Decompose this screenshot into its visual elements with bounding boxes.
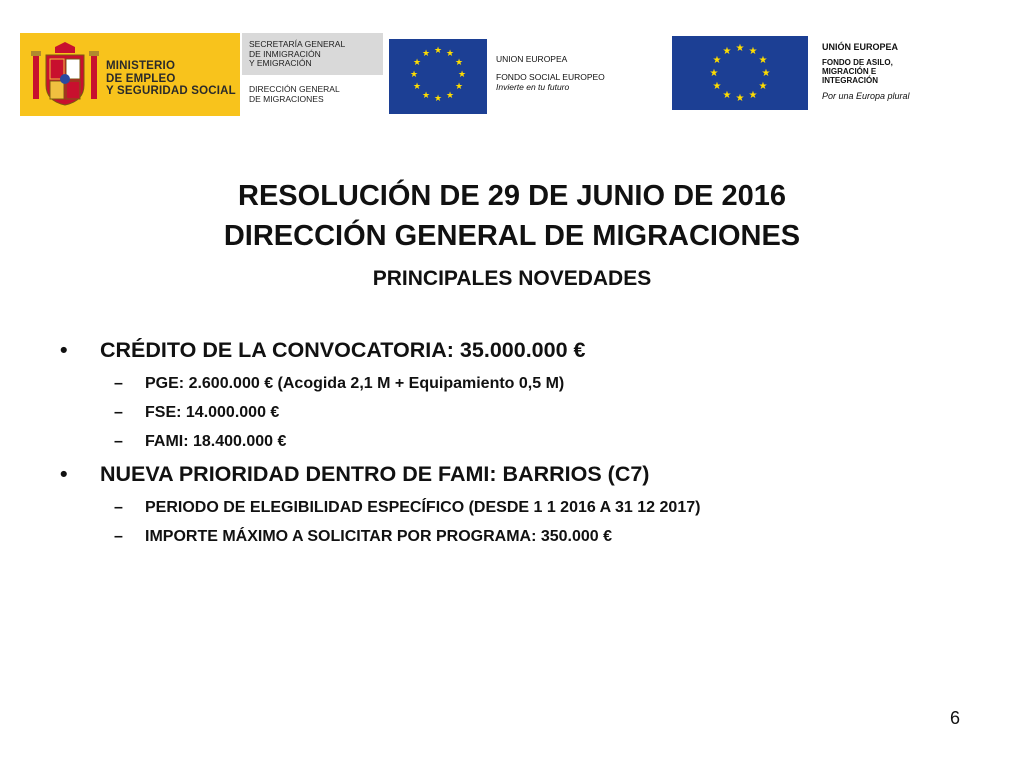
svg-text:★: ★ — [712, 81, 722, 92]
direccion-name: DIRECCIÓN GENERAL DE MIGRACIONES — [249, 84, 340, 104]
svg-text:★: ★ — [748, 90, 758, 101]
secretaria-logo — [242, 33, 383, 116]
svg-text:★: ★ — [722, 46, 732, 57]
svg-text:★: ★ — [412, 58, 422, 68]
page-number: 6 — [950, 708, 961, 728]
svg-text:★: ★ — [412, 82, 422, 92]
sub-list-item: – FAMI: 18.400.000 € — [114, 433, 287, 450]
secretaria-name: SECRETARÍA GENERAL DE INMIGRACIÓN Y EMIGRACIÓN — [249, 39, 346, 68]
svg-text:★: ★ — [454, 58, 464, 68]
bullet-icon: • — [60, 462, 68, 486]
list-item: • CRÉDITO DE LA CONVOCATORIA: 35.000.000 € — [60, 338, 586, 362]
slide-title: RESOLUCIÓN DE 29 DE JUNIO DE 2016 — [238, 180, 786, 212]
slide-subtitle: PRINCIPALES NOVEDADES — [372, 267, 652, 290]
bullet-list — [58, 338, 988, 548]
ministry-name: MINISTERIO DE EMPLEO Y SEGURIDAD SOCIAL — [106, 60, 236, 97]
svg-text:★: ★ — [457, 70, 467, 80]
svg-text:★: ★ — [712, 55, 722, 66]
svg-text:★: ★ — [735, 43, 745, 54]
dash-icon: – — [114, 375, 123, 392]
sub-list-item: – PERIODO DE ELEGIBILIDAD ESPECÍFICO (DESDE 1 1 2016 A 31 12 2017) — [114, 499, 701, 516]
slide-title-line2: DIRECCIÓN GENERAL DE MIGRACIONES — [223, 220, 801, 252]
svg-text:★: ★ — [709, 68, 719, 79]
eu-stars-icon — [672, 36, 808, 110]
svg-text:★: ★ — [445, 91, 455, 101]
sub-list-item: – IMPORTE MÁXIMO A SOLICITAR POR PROGRAMA: 350.000 € — [114, 528, 613, 545]
dash-icon: – — [114, 404, 123, 421]
svg-text:★: ★ — [433, 46, 443, 56]
svg-text:★: ★ — [761, 68, 771, 79]
svg-text:★: ★ — [735, 93, 745, 104]
svg-text:★: ★ — [421, 49, 431, 59]
eu-stars-icon — [389, 39, 487, 114]
svg-text:★: ★ — [722, 90, 732, 101]
dash-icon: – — [114, 433, 123, 450]
eu-fami-label: UNIÓN EUROPEA FONDO DE ASILO, MIGRACIÓN E INTEGRACIÓN Por una Europa plural — [822, 42, 910, 101]
sub-list-item: – PGE: 2.600.000 € (Acogida 2,1 M + Equipamiento 0,5 M) — [114, 375, 565, 392]
svg-text:★: ★ — [758, 55, 768, 66]
ministry-logo — [20, 33, 240, 116]
svg-text:★: ★ — [454, 82, 464, 92]
eu-flag-icon — [389, 39, 487, 114]
svg-text:★: ★ — [758, 81, 768, 92]
list-item: • NUEVA PRIORIDAD DENTRO DE FAMI: BARRIOS (C7) — [60, 462, 650, 486]
dash-icon: – — [114, 528, 123, 545]
eu-fse-label: UNION EUROPEA FONDO SOCIAL EUROPEO Invierte en tu futuro — [496, 54, 605, 92]
dash-icon: – — [114, 499, 123, 516]
svg-text:★: ★ — [445, 49, 455, 59]
bullet-icon: • — [60, 338, 68, 362]
coat-of-arms-icon — [30, 41, 100, 109]
svg-text:★: ★ — [433, 94, 443, 104]
sub-list-item: – FSE: 14.000.000 € — [114, 404, 280, 421]
svg-text:★: ★ — [421, 91, 431, 101]
svg-text:★: ★ — [409, 70, 419, 80]
svg-text:★: ★ — [748, 46, 758, 57]
eu-flag-icon — [672, 36, 808, 110]
